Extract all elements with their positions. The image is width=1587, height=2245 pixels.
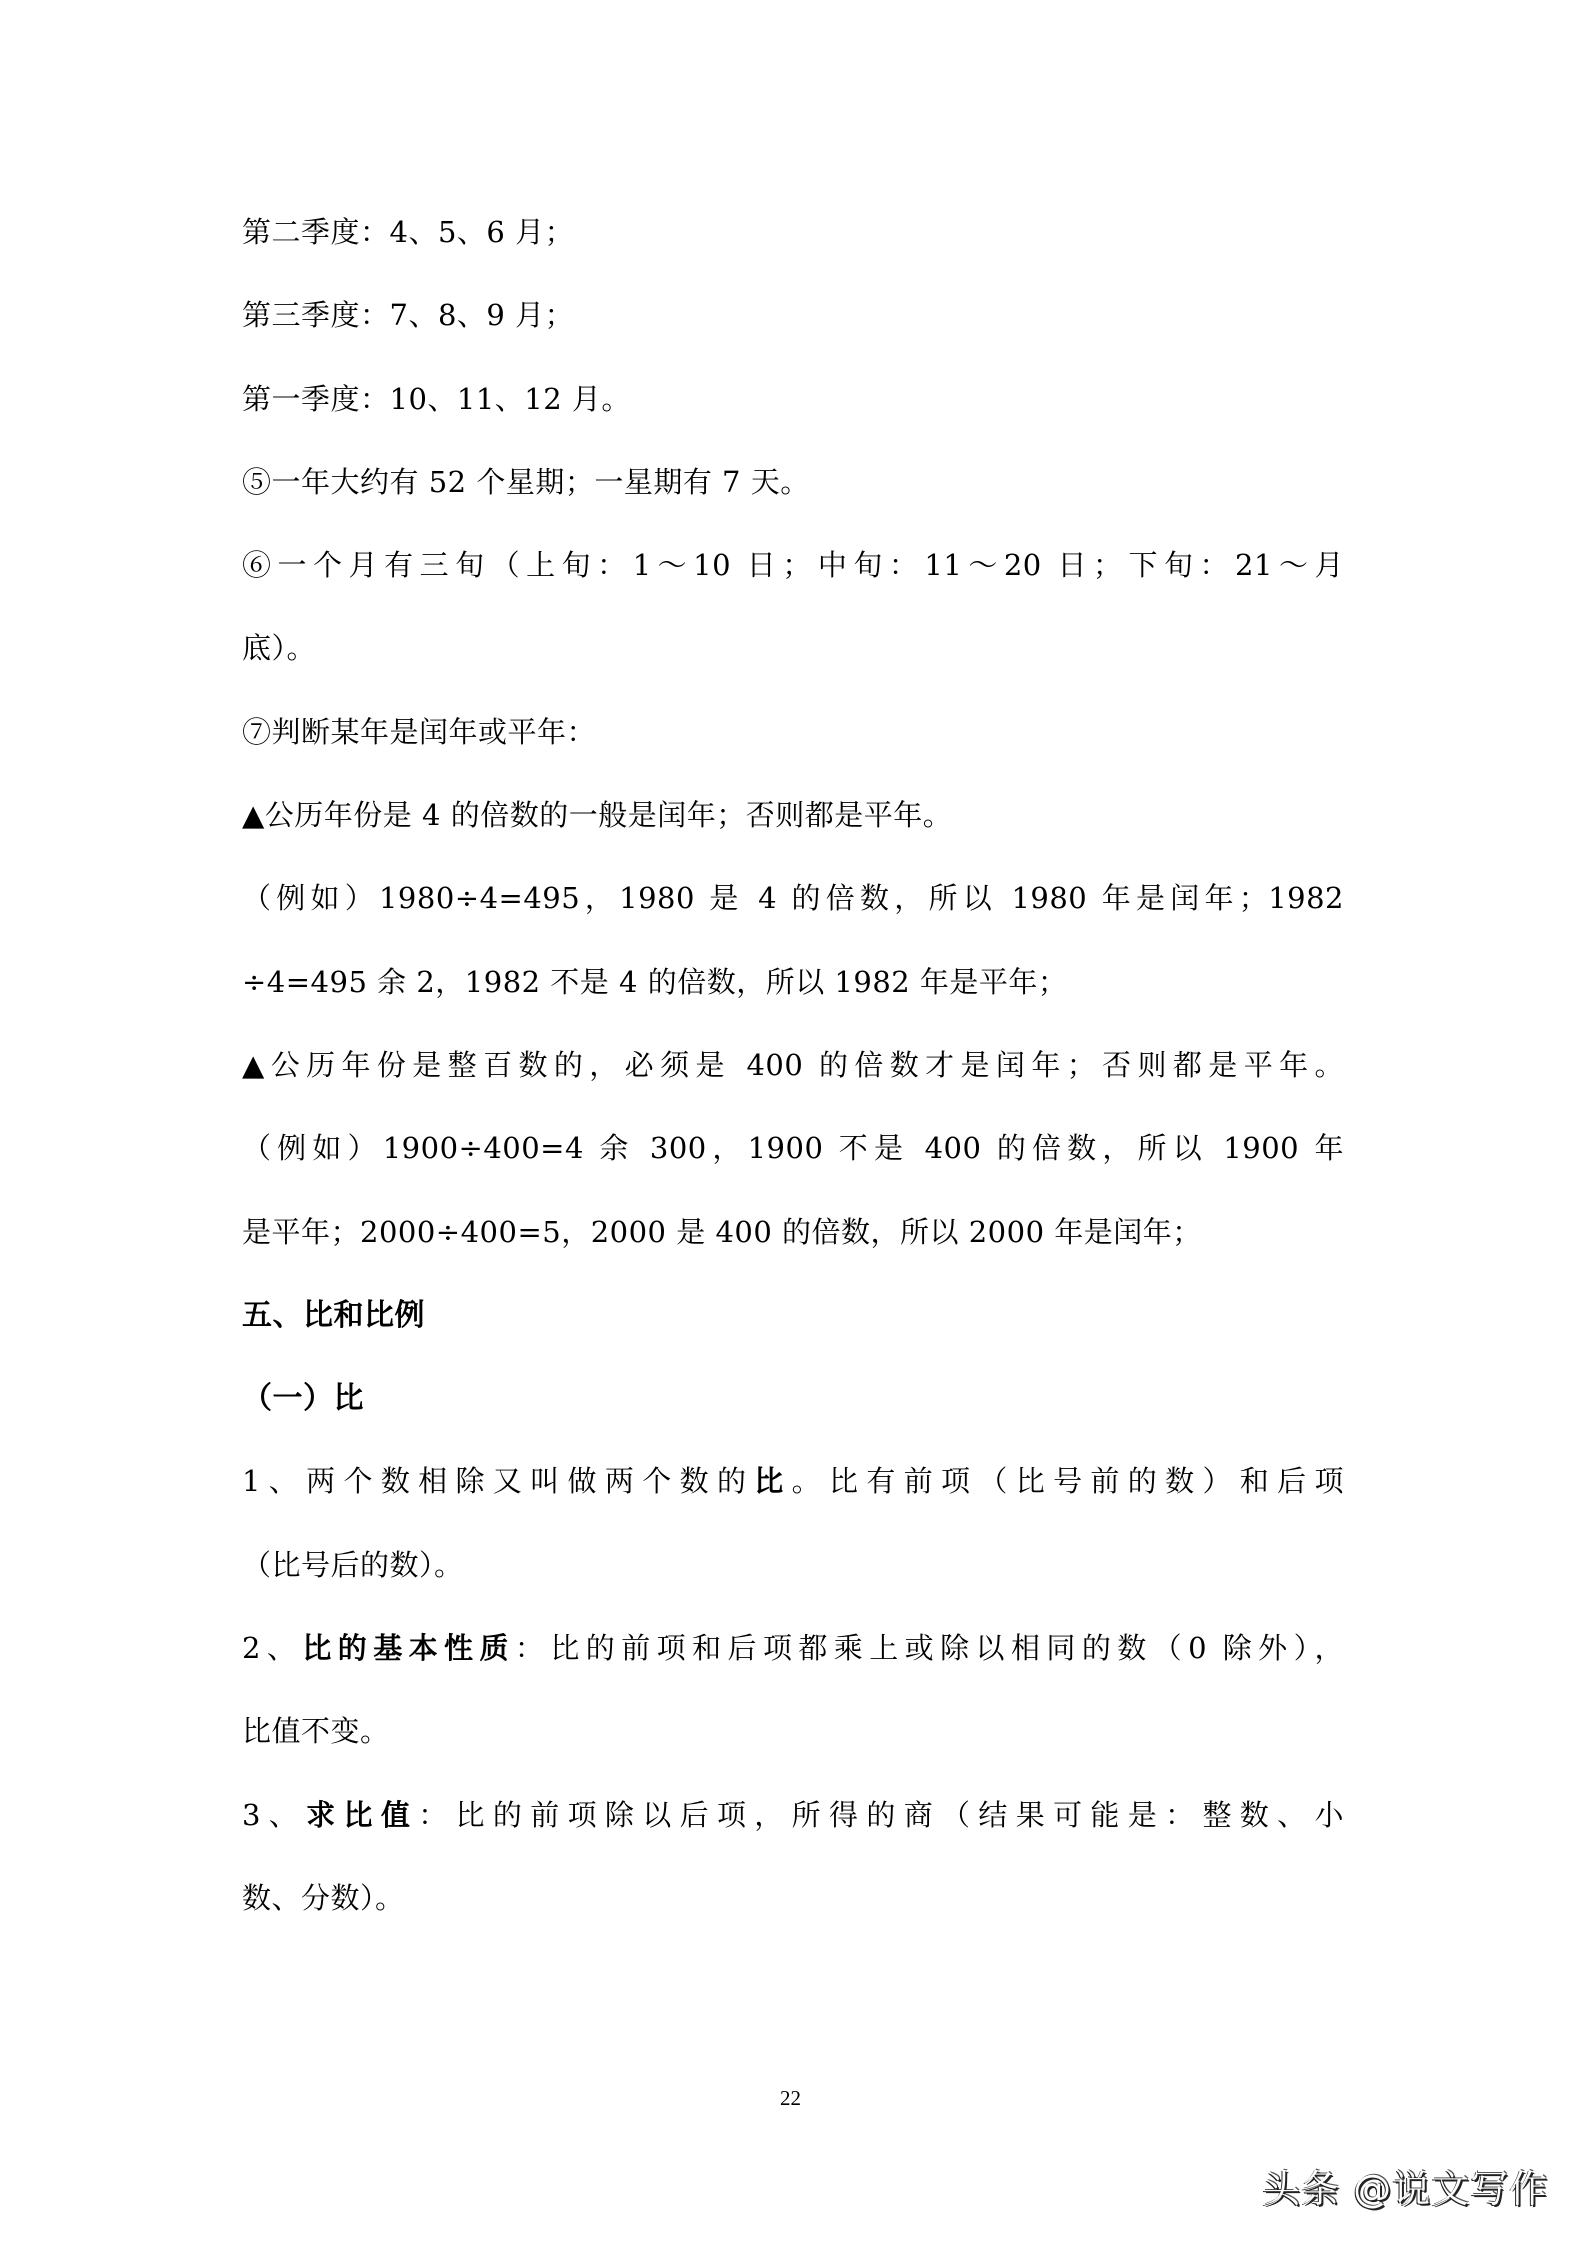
point1-bold-term: 比 xyxy=(754,1464,792,1499)
section-heading-ratio-and-proportion: 五、比和比例 xyxy=(242,1297,425,1333)
point3-suffix: ：比的前项除以后项，所得的商（结果可能是：整数、小 xyxy=(418,1797,1344,1832)
text-line-point1-a xyxy=(242,1440,1344,1523)
point3-prefix: 3、 xyxy=(242,1797,307,1832)
text-line-point3-a xyxy=(242,1774,1344,1857)
text-line-point3-b: 数、分数）。 xyxy=(242,1880,405,1915)
text-line-item6-b: 底）。 xyxy=(242,631,317,666)
text-line-q3: 第三季度：7、8、9 月； xyxy=(242,298,575,333)
text-line-item5: ⑤一年大约有 52 个星期；一星期有 7 天。 xyxy=(242,464,810,499)
text-line-example1-a: （例如）1980÷4=495，1980 是 4 的倍数，所以 1980 年是闰年；1982 xyxy=(242,881,1344,916)
point1-prefix: 1、两个数相除又叫做两个数的 xyxy=(242,1464,755,1499)
text-line-rule1: ▲公历年份是 4 的倍数的一般是闰年；否则都是平年。 xyxy=(242,798,953,833)
text-line-rule2: ▲公历年份是整百数的，必须是 400 的倍数才是闰年；否则都是平年。 xyxy=(242,1047,1344,1082)
text-line-point2-a xyxy=(242,1607,1344,1690)
text-line-item7: ⑦判断某年是闰年或平年： xyxy=(242,714,597,749)
point1-suffix: 。比有前项（比号前的数）和后项 xyxy=(791,1464,1344,1499)
text-line-q4: 第一季度：10、11、12 月。 xyxy=(242,381,631,416)
document-body xyxy=(242,191,1344,1940)
text-line-point2-b: 比值不变。 xyxy=(242,1714,390,1749)
point2-suffix: ：比的前项和后项都乘上或除以相同的数（0 除外）， xyxy=(514,1631,1345,1666)
page-number: 22 xyxy=(780,2086,801,2110)
text-line-example1-b: ÷4=495 余 2，1982 不是 4 的倍数，所以 1982 年是平年； xyxy=(242,964,1068,999)
source-watermark: 头条 @说文写作 xyxy=(1262,2167,1549,2211)
point2-bold-term: 比的基本性质 xyxy=(302,1631,515,1666)
text-line-example2-a: （例如）1900÷400=4 余 300，1900 不是 400 的倍数，所以 1900 年 xyxy=(242,1131,1344,1166)
point2-prefix: 2、 xyxy=(242,1631,303,1666)
text-line-point1-b: （比号后的数）。 xyxy=(242,1547,464,1582)
text-line-item6-a: ⑥一个月有三旬（上旬：1～10 日；中旬：11～20 日；下旬：21～月 xyxy=(242,548,1344,583)
text-line-example2-b: 是平年；2000÷400=5，2000 是 400 的倍数，所以 2000 年是闰年； xyxy=(242,1214,1202,1249)
subsection-heading-ratio: （一）比 xyxy=(242,1381,364,1417)
point3-bold-term: 求比值 xyxy=(306,1797,419,1832)
text-line-q2: 第二季度：4、5、6 月； xyxy=(242,215,575,249)
